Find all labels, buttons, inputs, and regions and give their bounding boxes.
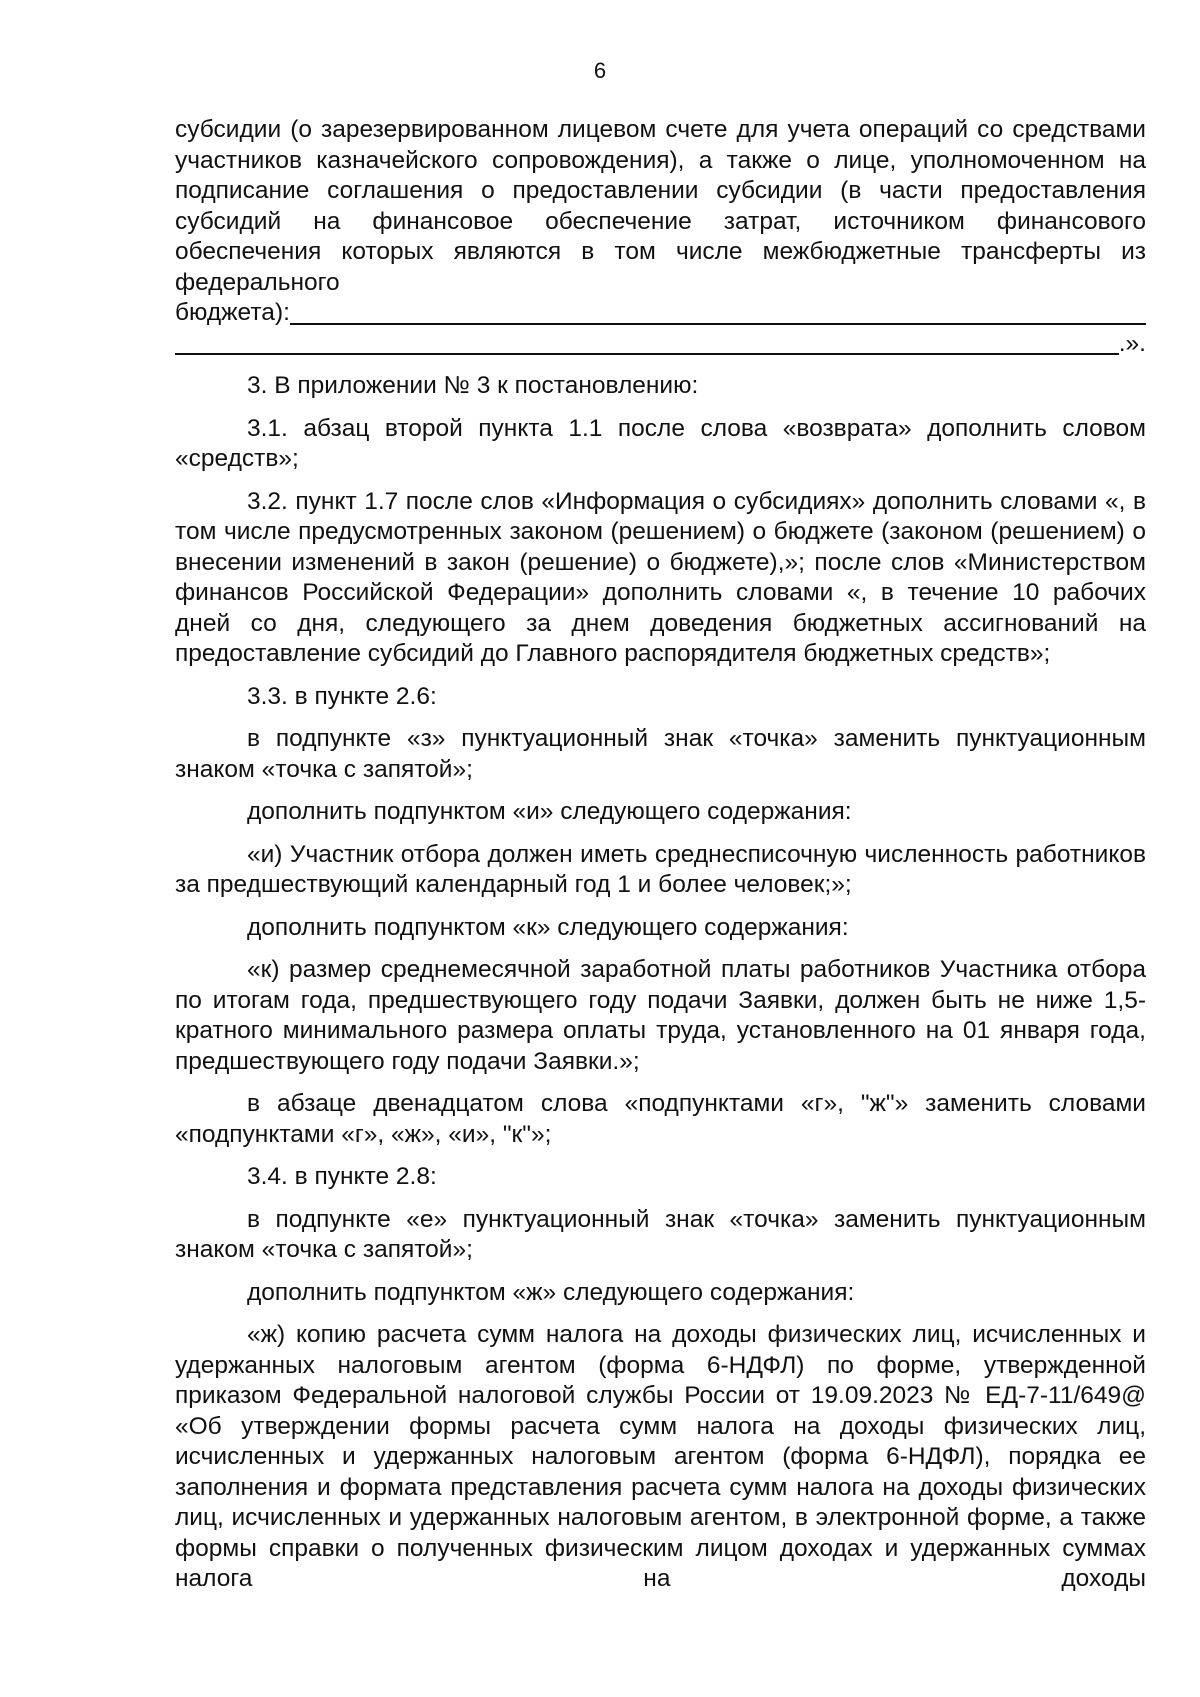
paragraph-3-2: 3.2. пункт 1.7 после слов «Информация о субсидиях» дополнить словами «, в том числе предусмотренных законом (решением) о бюджете (законом (решением) о внесении изменений в закон (решение) о бюджете),»; после слов «Министерством финансов Российской Федерации» дополнить словами «, в течение 10 рабочих дней со дня, следующего за днем доведения бюджетных ассигнований на предоставление субсидий до Главного распорядителя бюджетных средств»; bbox=[175, 487, 1146, 667]
closing-line bbox=[175, 329, 1146, 360]
blank-underline-2 bbox=[175, 329, 1119, 355]
paragraph-add-zh: дополнить подпунктом «ж» следующего содержания: bbox=[247, 1278, 855, 1306]
paragraph-3-1: 3.1. абзац второй пункта 1.1 после слова «возврата» дополнить словом «средств»; bbox=[175, 414, 1146, 472]
blank-underline-1 bbox=[290, 299, 1146, 325]
paragraph-i-text: «и) Участник отбора должен иметь среднесписочную численность работников за предшествующий календарный год 1 и более человек;»; bbox=[175, 840, 1146, 898]
budget-line bbox=[175, 298, 1146, 329]
paragraph-3: 3. В приложении № 3 к постановлению: bbox=[247, 372, 699, 399]
page-number: 6 bbox=[593, 58, 607, 83]
paragraph-3-3: 3.3. в пункте 2.6: bbox=[247, 682, 437, 710]
paragraph-e-replace: в подпункте «е» пунктуационный знак «точка» заменить пунктуационным знаком «точка с запятой»; bbox=[175, 1205, 1146, 1263]
paragraph-z-replace: в подпункте «з» пунктуационный знак «точка» заменить пунктуационным знаком «точка с запятой»; bbox=[175, 725, 1146, 783]
closing-mark: .». bbox=[1118, 329, 1146, 357]
paragraph-twelfth: в абзаце двенадцатом слова «подпунктами «г», "ж"» заменить словами «подпунктами «г», «ж», «и», "к"»; bbox=[175, 1090, 1146, 1148]
paragraph-3-4: 3.4. в пункте 2.8: bbox=[247, 1163, 437, 1190]
paragraph-add-k: дополнить подпунктом «к» следующего содержания: bbox=[247, 913, 849, 941]
budget-label: бюджета): bbox=[175, 299, 290, 326]
intro-paragraph: субсидии (о зарезервированном лицевом счете для учета операций со средствами участников казначейского сопровождения), а также о лице, уполномоченном на подписание соглашения о предоставлении субсидии (в части предоставления субсидий на финансовое обеспечение затрат, источником финансового обеспечения которых являются в том числе межбюджетные трансферты из федерального bbox=[175, 116, 1146, 296]
document-body bbox=[175, 115, 1146, 1595]
paragraph-zh-text: «ж) копию расчета сумм налога на доходы физических лиц, исчисленных и удержанных налоговым агентом (форма 6-НДФЛ) по форме, утвержденной приказом Федеральной налоговой службы России от 19.09.2023 № ЕД-7-11/649@ «Об утверждении формы расчета сумм налога на доходы физических лиц, исчисленных и удержанных налоговым агентом (форма 6-НДФЛ), порядка ее заполнения и формата представления расчета сумм налога на доходы физических лиц, исчисленных и удержанных налоговым агентом, в электронной форме, а также формы справки о полученных физическим лицом доходах и удержанных суммах налога на доходы bbox=[175, 1321, 1146, 1592]
paragraph-k-text: «к) размер среднемесячной заработной платы работников Участника отбора по итогам года, предшествующего году подачи Заявки, должен быть не ниже 1,5-кратного минимального размера оплаты труда, установленного на 01 января года, предшествующего году подачи Заявки.»; bbox=[175, 956, 1146, 1075]
paragraph-add-i: дополнить подпунктом «и» следующего содержания: bbox=[247, 798, 852, 825]
